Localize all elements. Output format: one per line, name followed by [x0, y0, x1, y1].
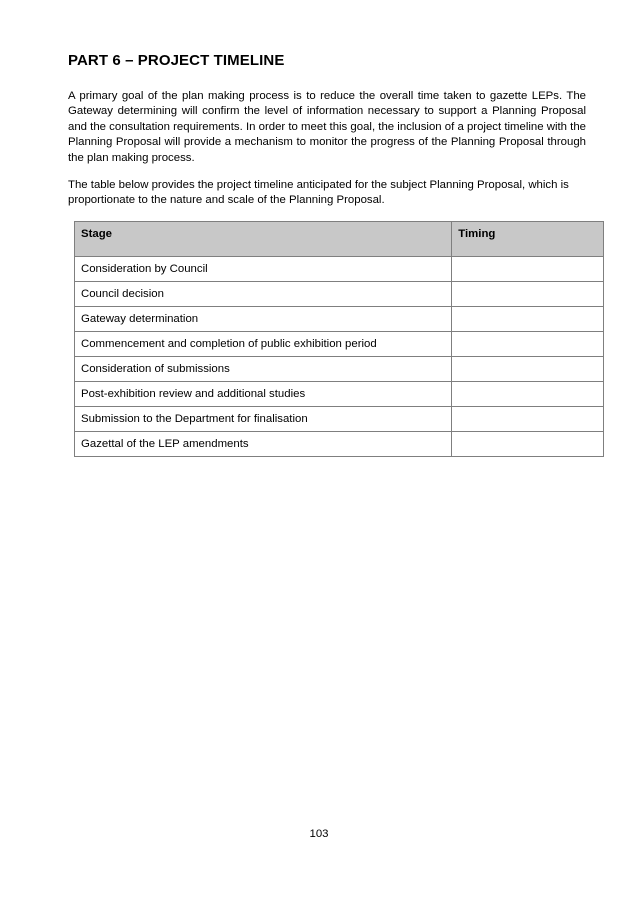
table-header-row: [75, 222, 604, 257]
stage-cell: Council decision: [75, 282, 452, 307]
stage-cell: Consideration of submissions: [75, 357, 452, 382]
table-row: [75, 407, 604, 432]
timing-cell: [452, 357, 604, 382]
page-number: 103: [309, 828, 329, 840]
timing-cell: [452, 257, 604, 282]
stage-cell: Post-exhibition review and additional studies: [75, 382, 452, 407]
stage-column-header: Stage: [75, 222, 452, 257]
table-intro-paragraph: The table below provides the project timeline anticipated for the subject Planning Proposal, which is proportionate to the nature and scale of the Planning Proposal.: [68, 179, 569, 207]
stage-cell: Gateway determination: [75, 307, 452, 332]
table-row: [75, 282, 604, 307]
stage-cell: Gazettal of the LEP amendments: [75, 432, 452, 457]
table-row: [75, 382, 604, 407]
timing-cell: [452, 282, 604, 307]
table-row: [75, 357, 604, 382]
table-row: [75, 307, 604, 332]
table-row: [75, 432, 604, 457]
timing-cell: [452, 382, 604, 407]
timing-cell: [452, 332, 604, 357]
stage-cell: Consideration by Council: [75, 257, 452, 282]
project-timeline-table: [74, 221, 604, 457]
stage-cell: Submission to the Department for finalisation: [75, 407, 452, 432]
table-row: [75, 257, 604, 282]
stage-cell: Commencement and completion of public exhibition period: [75, 332, 452, 357]
intro-paragraph: A primary goal of the plan making process is to reduce the overall time taken to gazette LEPs. The Gateway determining will confirm the level of information necessary to support a Planning Proposal and the consultation requirements. In order to meet this goal, the inclusion of a project timeline with the Planning Proposal will provide a mechanism to monitor the progress of the Planning Proposal through the plan making process.: [68, 90, 586, 164]
timing-column-header: Timing: [452, 222, 604, 257]
table-row: [75, 332, 604, 357]
timing-cell: [452, 407, 604, 432]
page-heading: PART 6 – PROJECT TIMELINE: [68, 52, 285, 69]
timing-cell: [452, 432, 604, 457]
timing-cell: [452, 307, 604, 332]
